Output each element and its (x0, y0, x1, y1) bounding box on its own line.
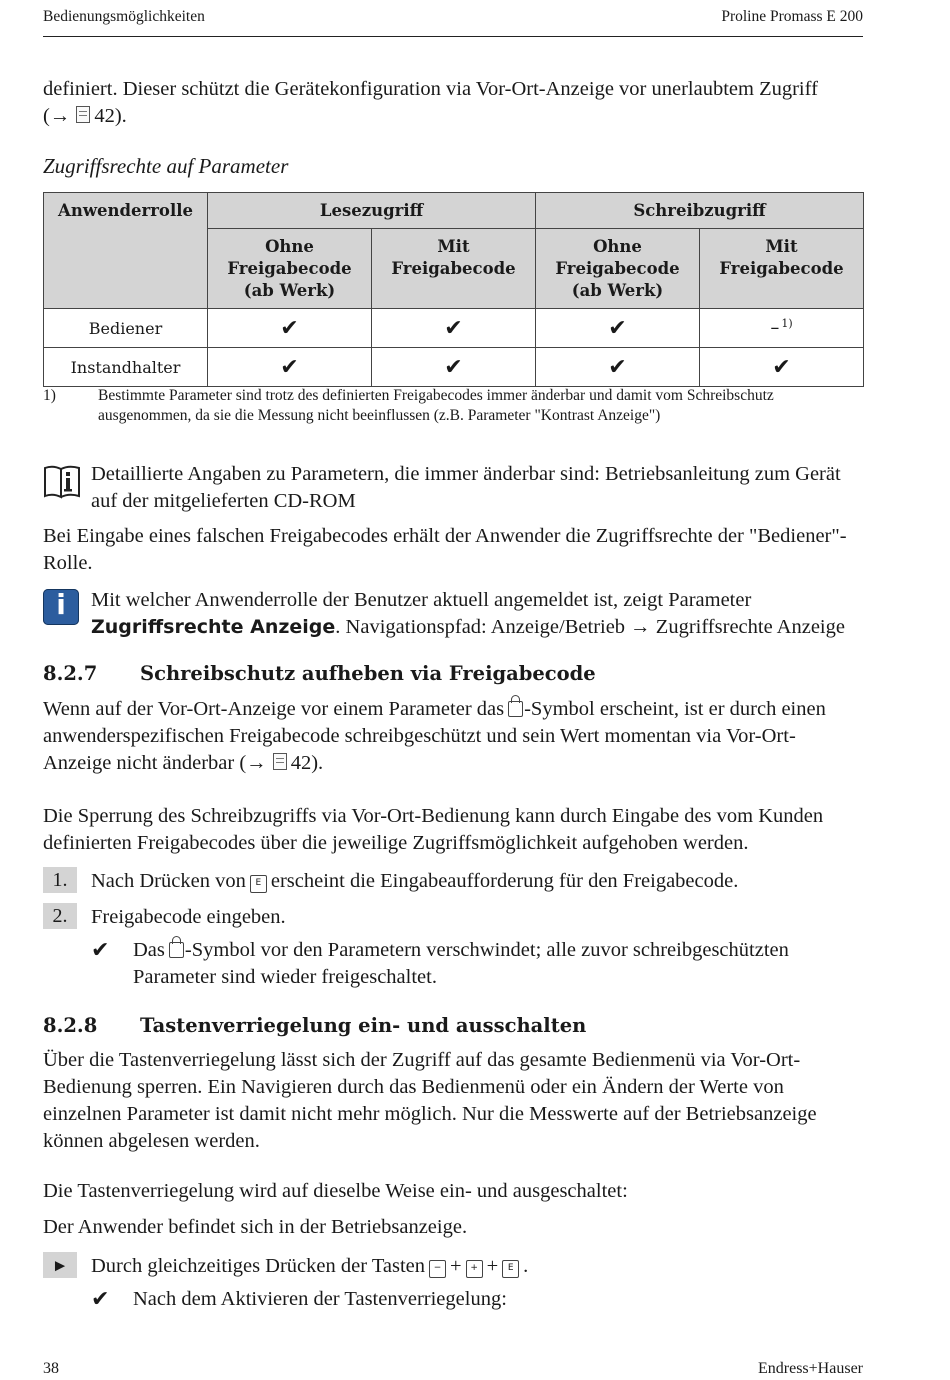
table-footnote (43, 386, 863, 426)
note-text: Detaillierte Angaben zu Parametern, die immer änderbar sind: Betriebsanleitung zum Gerät auf der mitgelieferten CD-ROM (91, 463, 841, 512)
header-product: Proline Promass E 200 (721, 8, 863, 25)
text-segment: -Symbol erscheint, ist er durch einen anwenderspezifischen Freigabecode schreibgeschützt und sein Wert momentan via Vor-Ort-Anzeige nicht änderbar (43, 698, 826, 774)
section-number: 8.2.7 (43, 662, 98, 685)
action-marker: ► (43, 1252, 77, 1278)
section-828-paragraph-1: Über die Tastenverriegelung lässt sich der Zugriff auf das gesamte Bedienmenü via Vor-Ort-Bedienung sperren. Ein Navigieren durch das Bedienmenü oder ein Ändern der Werte von einzelnen Parameter ist damit nicht mehr möglich. Nur die Messwerte auf der Betriebsanzeige können abgelesen werden. (43, 1049, 817, 1152)
header-chapter: Bedienungsmöglichkeiten (43, 8, 205, 25)
col-header-read-code: Mit Freigabecode (372, 229, 536, 309)
dash-mark: – (770, 317, 780, 339)
e-key-icon: E (502, 1260, 519, 1278)
col-group-write: Schreibzugriff (536, 193, 864, 229)
access-rights-table (43, 192, 864, 387)
text-segment: -Symbol vor den Parametern verschwindet; alle zuvor schreibgeschützten Parameter sind wieder freigeschaltet. (133, 939, 789, 988)
text-segment: Nach Drücken von (91, 870, 246, 892)
page-header (43, 6, 863, 37)
section-number: 8.2.8 (43, 1014, 98, 1037)
col-header-write-nocode: Ohne Freigabecode (ab Werk) (536, 229, 700, 309)
ref-page: 42). (290, 752, 324, 774)
check-icon: ✔ (91, 1287, 110, 1312)
result-text: Nach dem Aktivieren der Tastenverriegelung: (133, 1288, 507, 1310)
check-icon: ✔ (444, 315, 463, 341)
page-number: 38 (43, 1360, 59, 1377)
wrong-code-paragraph: Bei Eingabe eines falschen Freigabecodes erhält der Anwender die Zugriffsrechte der "Bediener"-Rolle. (43, 525, 847, 574)
step-text: Freigabecode eingeben. (91, 906, 286, 928)
col-header-role: Anwenderrolle (44, 193, 208, 309)
check-icon: ✔ (280, 315, 299, 341)
intro-ref-page: 42). (94, 105, 127, 127)
table-row (44, 348, 864, 387)
col-header-write-code: Mit Freigabecode (700, 229, 864, 309)
check-icon: ✔ (608, 315, 627, 341)
role-cell: Bediener (44, 309, 208, 348)
section-heading-8-2-7 (43, 662, 596, 685)
check-icon: ✔ (608, 354, 627, 380)
section-828-paragraph-2: Die Tastenverriegelung wird auf dieselbe Weise ein- und ausgeschaltet: (43, 1180, 628, 1202)
intro-text: definiert. Dieser schützt die Gerätekonfiguration via Vor-Ort-Anzeige vor unerlaubtem Zugriff (43, 78, 818, 100)
section-heading-8-2-8 (43, 1014, 586, 1037)
page-ref-icon (76, 106, 90, 123)
ref-prefix: (→ (239, 752, 267, 774)
action-result (91, 1286, 861, 1313)
lock-icon (508, 701, 523, 717)
step-1 (43, 868, 863, 895)
section-827-paragraph-1 (43, 696, 863, 777)
lock-icon (169, 942, 184, 958)
note-user-role (43, 587, 863, 641)
info-text-b: . Navigationspfad: Anzeige/Betrieb → Zugriffsrechte Anzeige (335, 616, 845, 638)
action-step (43, 1253, 863, 1280)
text-segment: Das (133, 939, 165, 961)
table-caption: Zugriffsrechte auf Parameter (43, 154, 289, 178)
footnote-text: Bestimmte Parameter sind trotz des definierten Freigabecodes immer änderbar und damit vom Schreibschutz ausgenommen, da sie die Messung nicht beeinflussen (z.B. Parameter "Kontrast Anzeige") (98, 387, 774, 424)
step-result (91, 937, 861, 991)
plus-key-icon: + (466, 1260, 483, 1278)
note-operating-manual (43, 461, 863, 515)
check-icon: ✔ (91, 938, 110, 963)
plus-sign: + (450, 1255, 462, 1277)
step-number: 1. (43, 867, 77, 893)
intro-ref-prefix: (→ (43, 105, 71, 127)
step-2 (43, 904, 863, 931)
col-group-read: Lesezugriff (208, 193, 536, 229)
section-title: Tastenverriegelung ein- und ausschalten (140, 1014, 587, 1037)
check-icon: ✔ (280, 354, 299, 380)
info-text-a: Mit welcher Anwenderrolle der Benutzer aktuell angemeldet ist, zeigt Parameter (91, 589, 752, 611)
text-end: . (523, 1255, 529, 1277)
check-icon: ✔ (444, 354, 463, 380)
intro-paragraph (43, 76, 863, 130)
section-title: Schreibschutz aufheben via Freigabecode (140, 662, 596, 685)
step-number: 2. (43, 903, 77, 929)
footnote-number: 1) (43, 387, 56, 404)
plus-sign: + (486, 1255, 499, 1277)
text-segment: Durch gleichzeitiges Drücken der Tasten (91, 1255, 426, 1277)
footer-brand: Endress+Hauser (758, 1360, 863, 1377)
minus-key-icon: − (429, 1260, 446, 1278)
e-key-icon: E (250, 875, 267, 893)
check-icon: ✔ (772, 354, 791, 380)
text-segment: erscheint die Eingabeaufforderung für den Freigabecode. (270, 870, 739, 892)
section-827-paragraph-2: Die Sperrung des Schreibzugriffs via Vor-Ort-Bedienung kann durch Eingabe des vom Kunden definierten Freigabecodes über die jeweilige Zugriffsmöglichkeit aufgehoben werden. (43, 805, 824, 854)
page-ref-icon (273, 753, 287, 770)
role-cell: Instandhalter (44, 348, 208, 387)
text-segment: Wenn auf der Vor-Ort-Anzeige vor einem Parameter das (43, 698, 505, 720)
param-name: Zugriffsrechte Anzeige (91, 616, 336, 638)
table-row (44, 309, 864, 348)
footnote-marker: 1) (781, 317, 793, 331)
book-info-icon (43, 463, 81, 507)
info-icon: i (43, 589, 79, 625)
col-header-read-nocode: Ohne Freigabecode (ab Werk) (208, 229, 372, 309)
section-828-paragraph-3: Der Anwender befindet sich in der Betriebsanzeige. (43, 1216, 468, 1238)
